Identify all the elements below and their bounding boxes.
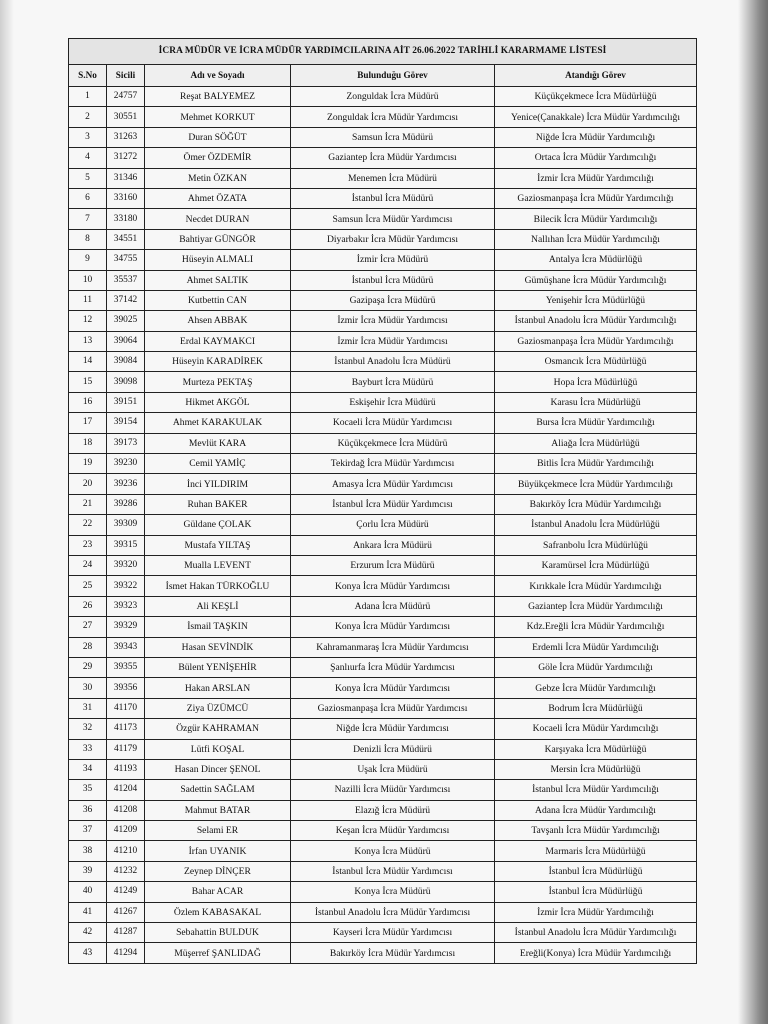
table-row (69, 800, 697, 820)
table-row (69, 474, 697, 494)
cell-current-post: Diyarbakır İcra Müdür Yardımcısı (291, 229, 495, 249)
cell-current-post: Kahramanmaraş İcra Müdür Yardımcısı (291, 637, 495, 657)
cell-name: Kutbettin CAN (145, 290, 291, 310)
table-row (69, 250, 697, 270)
header-sno: S.No (69, 65, 107, 87)
cell-assigned-post: Karşıyaka İcra Müdürlüğü (495, 739, 697, 759)
table-row (69, 596, 697, 616)
cell-sicil: 35537 (107, 270, 145, 290)
table-row (69, 902, 697, 922)
cell-assigned-post: Küçükçekmece İcra Müdürlüğü (495, 87, 697, 107)
cell-sicil: 39320 (107, 555, 145, 575)
cell-name: İsmet Hakan TÜRKOĞLU (145, 576, 291, 596)
cell-current-post: İzmir İcra Müdür Yardımcısı (291, 331, 495, 351)
cell-assigned-post: Bitlis İcra Müdür Yardımcılığı (495, 454, 697, 474)
cell-name: Güldane ÇOLAK (145, 515, 291, 535)
cell-sno: 1 (69, 87, 107, 107)
cell-current-post: İstanbul Anadolu İcra Müdür Yardımcısı (291, 902, 495, 922)
cell-current-post: Adana İcra Müdürü (291, 596, 495, 616)
cell-sno: 28 (69, 637, 107, 657)
table-row (69, 168, 697, 188)
cell-sicil: 39230 (107, 454, 145, 474)
cell-sicil: 41294 (107, 943, 145, 963)
cell-current-post: Nazilli İcra Müdür Yardımcısı (291, 780, 495, 800)
cell-assigned-post: Gaziosmanpaşa İcra Müdür Yardımcılığı (495, 188, 697, 208)
cell-sicil: 41249 (107, 882, 145, 902)
cell-name: Ahmet SALTIK (145, 270, 291, 290)
cell-current-post: Uşak İcra Müdürü (291, 759, 495, 779)
table-row (69, 454, 697, 474)
cell-sno: 2 (69, 107, 107, 127)
table-row (69, 555, 697, 575)
table-row (69, 657, 697, 677)
cell-sno: 36 (69, 800, 107, 820)
cell-current-post: Konya İcra Müdürü (291, 841, 495, 861)
cell-assigned-post: İstanbul Anadolu İcra Müdür Yardımcılığı (495, 311, 697, 331)
cell-name: Ahmet KARAKULAK (145, 413, 291, 433)
cell-sno: 7 (69, 209, 107, 229)
cell-current-post: Kayseri İcra Müdür Yardımcısı (291, 923, 495, 943)
table-row (69, 719, 697, 739)
cell-sicil: 41204 (107, 780, 145, 800)
table-row (69, 229, 697, 249)
cell-name: Ömer ÖZDEMİR (145, 148, 291, 168)
cell-name: Mahmut BATAR (145, 800, 291, 820)
cell-name: Necdet DURAN (145, 209, 291, 229)
cell-sicil: 31263 (107, 127, 145, 147)
cell-sicil: 24757 (107, 87, 145, 107)
cell-current-post: Elazığ İcra Müdürü (291, 800, 495, 820)
cell-sicil: 39343 (107, 637, 145, 657)
cell-name: Metin ÖZKAN (145, 168, 291, 188)
cell-sno: 8 (69, 229, 107, 249)
cell-current-post: Gazipaşa İcra Müdürü (291, 290, 495, 310)
cell-current-post: Çorlu İcra Müdürü (291, 515, 495, 535)
cell-current-post: Kocaeli İcra Müdür Yardımcısı (291, 413, 495, 433)
cell-name: Ali KEŞLİ (145, 596, 291, 616)
table-row (69, 617, 697, 637)
cell-sno: 31 (69, 698, 107, 718)
cell-assigned-post: Ereğli(Konya) İcra Müdür Yardımcılığı (495, 943, 697, 963)
cell-sno: 6 (69, 188, 107, 208)
cell-sno: 30 (69, 678, 107, 698)
cell-sno: 42 (69, 923, 107, 943)
page-right-shadow (738, 0, 768, 1024)
cell-current-post: Zonguldak İcra Müdürü (291, 87, 495, 107)
cell-sno: 27 (69, 617, 107, 637)
cell-sno: 33 (69, 739, 107, 759)
cell-sicil: 39356 (107, 678, 145, 698)
cell-assigned-post: Aliağa İcra Müdürlüğü (495, 433, 697, 453)
header-row (69, 65, 697, 87)
cell-name: Sadettin SAĞLAM (145, 780, 291, 800)
cell-sno: 22 (69, 515, 107, 535)
cell-assigned-post: Karamürsel İcra Müdürlüğü (495, 555, 697, 575)
table-row (69, 923, 697, 943)
cell-sicil: 31272 (107, 148, 145, 168)
table-title: İCRA MÜDÜR VE İCRA MÜDÜR YARDIMCILARINA AİT 26.06.2022 TARİHLİ KARARMAME LİSTESİ (69, 39, 697, 65)
cell-sno: 41 (69, 902, 107, 922)
cell-name: Özgür KAHRAMAN (145, 719, 291, 739)
cell-name: Mevlüt KARA (145, 433, 291, 453)
cell-name: İrfan UYANIK (145, 841, 291, 861)
cell-current-post: Ankara İcra Müdürü (291, 535, 495, 555)
page-left-shadow (0, 0, 14, 1024)
cell-sicil: 41173 (107, 719, 145, 739)
table-row (69, 188, 697, 208)
cell-sicil: 33160 (107, 188, 145, 208)
cell-sno: 12 (69, 311, 107, 331)
cell-name: Bahtiyar GÜNGÖR (145, 229, 291, 249)
cell-sno: 38 (69, 841, 107, 861)
cell-sicil: 39173 (107, 433, 145, 453)
table-row (69, 433, 697, 453)
cell-name: Lütfi KOŞAL (145, 739, 291, 759)
cell-sno: 34 (69, 759, 107, 779)
cell-assigned-post: Ortaca İcra Müdür Yardımcılığı (495, 148, 697, 168)
header-assigned-post: Atandığı Görev (495, 65, 697, 87)
cell-sno: 43 (69, 943, 107, 963)
cell-name: Ruhan BAKER (145, 494, 291, 514)
cell-name: Bülent YENİŞEHİR (145, 657, 291, 677)
table-row (69, 739, 697, 759)
cell-current-post: Konya İcra Müdürü (291, 882, 495, 902)
cell-sicil: 39286 (107, 494, 145, 514)
cell-sicil: 34755 (107, 250, 145, 270)
cell-sicil: 41287 (107, 923, 145, 943)
header-sicil: Sicili (107, 65, 145, 87)
cell-current-post: Gaziosmanpaşa İcra Müdür Yardımcısı (291, 698, 495, 718)
cell-assigned-post: İstanbul İcra Müdürlüğü (495, 882, 697, 902)
cell-assigned-post: Safranbolu İcra Müdürlüğü (495, 535, 697, 555)
cell-current-post: Gaziantep İcra Müdür Yardımcısı (291, 148, 495, 168)
cell-assigned-post: Osmancık İcra Müdürlüğü (495, 352, 697, 372)
cell-current-post: İstanbul İcra Müdürü (291, 188, 495, 208)
table-row (69, 209, 697, 229)
table-row (69, 576, 697, 596)
table-row (69, 515, 697, 535)
cell-sicil: 34551 (107, 229, 145, 249)
cell-sicil: 39329 (107, 617, 145, 637)
cell-assigned-post: Erdemli İcra Müdür Yardımcılığı (495, 637, 697, 657)
cell-assigned-post: İstanbul Anadolu İcra Müdür Yardımcılığı (495, 923, 697, 943)
cell-sicil: 41208 (107, 800, 145, 820)
cell-assigned-post: Hopa İcra Müdürlüğü (495, 372, 697, 392)
cell-sicil: 39025 (107, 311, 145, 331)
cell-sno: 17 (69, 413, 107, 433)
cell-assigned-post: İzmir İcra Müdür Yardımcılığı (495, 168, 697, 188)
cell-current-post: Niğde İcra Müdür Yardımcısı (291, 719, 495, 739)
cell-assigned-post: Antalya İcra Müdürlüğü (495, 250, 697, 270)
cell-assigned-post: İstanbul İcra Müdür Yardımcılığı (495, 780, 697, 800)
cell-name: Sebahattin BULDUK (145, 923, 291, 943)
cell-sno: 21 (69, 494, 107, 514)
cell-name: Mualla LEVENT (145, 555, 291, 575)
table-row (69, 392, 697, 412)
cell-assigned-post: Kırıkkale İcra Müdür Yardımcılığı (495, 576, 697, 596)
cell-name: Mustafa YILTAŞ (145, 535, 291, 555)
cell-sicil: 37142 (107, 290, 145, 310)
cell-current-post: Denizli İcra Müdürü (291, 739, 495, 759)
cell-name: Mehmet KORKUT (145, 107, 291, 127)
cell-assigned-post: Gümüşhane İcra Müdür Yardımcılığı (495, 270, 697, 290)
cell-current-post: İstanbul İcra Müdür Yardımcısı (291, 861, 495, 881)
cell-sicil: 31346 (107, 168, 145, 188)
header-current-post: Bulunduğu Görev (291, 65, 495, 87)
cell-sicil: 39322 (107, 576, 145, 596)
table-row (69, 780, 697, 800)
cell-sicil: 41170 (107, 698, 145, 718)
cell-name: Ziya ÜZÜMCÜ (145, 698, 291, 718)
cell-name: Hasan SEVİNDİK (145, 637, 291, 657)
table-row (69, 331, 697, 351)
cell-current-post: Menemen İcra Müdürü (291, 168, 495, 188)
cell-current-post: Konya İcra Müdür Yardımcısı (291, 678, 495, 698)
cell-name: Murteza PEKTAŞ (145, 372, 291, 392)
cell-sicil: 39154 (107, 413, 145, 433)
table-row (69, 270, 697, 290)
cell-sno: 5 (69, 168, 107, 188)
cell-assigned-post: Adana İcra Müdür Yardımcılığı (495, 800, 697, 820)
table-row (69, 861, 697, 881)
table-row (69, 943, 697, 963)
cell-assigned-post: Bursa İcra Müdür Yardımcılığı (495, 413, 697, 433)
cell-assigned-post: Gaziantep İcra Müdür Yardımcılığı (495, 596, 697, 616)
cell-assigned-post: İstanbul Anadolu İcra Müdürlüğü (495, 515, 697, 535)
table-row (69, 352, 697, 372)
cell-current-post: İstanbul İcra Müdürü (291, 270, 495, 290)
table-row (69, 821, 697, 841)
cell-assigned-post: Göle İcra Müdür Yardımcılığı (495, 657, 697, 677)
cell-name: Reşat BALYEMEZ (145, 87, 291, 107)
table-row (69, 841, 697, 861)
cell-current-post: Zonguldak İcra Müdür Yardımcısı (291, 107, 495, 127)
cell-assigned-post: Yenice(Çanakkale) İcra Müdür Yardımcılığı (495, 107, 697, 127)
cell-current-post: Erzurum İcra Müdürü (291, 555, 495, 575)
cell-sicil: 41232 (107, 861, 145, 881)
table-row (69, 494, 697, 514)
cell-name: Özlem KABASAKAL (145, 902, 291, 922)
cell-name: Hikmet AKGÖL (145, 392, 291, 412)
cell-sno: 13 (69, 331, 107, 351)
cell-name: Cemil YAMİÇ (145, 454, 291, 474)
cell-assigned-post: Marmaris İcra Müdürlüğü (495, 841, 697, 861)
table-row (69, 290, 697, 310)
cell-sno: 3 (69, 127, 107, 147)
cell-assigned-post: Yenişehir İcra Müdürlüğü (495, 290, 697, 310)
cell-sno: 32 (69, 719, 107, 739)
cell-sicil: 39323 (107, 596, 145, 616)
cell-name: Ahmet ÖZATA (145, 188, 291, 208)
cell-current-post: Küçükçekmece İcra Müdürü (291, 433, 495, 453)
cell-sno: 18 (69, 433, 107, 453)
cell-name: Hüseyin KARADİREK (145, 352, 291, 372)
cell-sicil: 41209 (107, 821, 145, 841)
cell-current-post: Eskişehir İcra Müdürü (291, 392, 495, 412)
cell-sno: 15 (69, 372, 107, 392)
cell-sicil: 41179 (107, 739, 145, 759)
cell-name: Ahsen ABBAK (145, 311, 291, 331)
cell-assigned-post: Bilecik İcra Müdür Yardımcılığı (495, 209, 697, 229)
cell-current-post: Bakırköy İcra Müdür Yardımcısı (291, 943, 495, 963)
cell-name: Erdal KAYMAKCI (145, 331, 291, 351)
cell-name: Bahar ACAR (145, 882, 291, 902)
cell-sno: 39 (69, 861, 107, 881)
cell-assigned-post: Kdz.Ereğli İcra Müdür Yardımcılığı (495, 617, 697, 637)
cell-assigned-post: İzmir İcra Müdür Yardımcılığı (495, 902, 697, 922)
cell-current-post: Samsun İcra Müdürü (291, 127, 495, 147)
cell-sno: 24 (69, 555, 107, 575)
header-name: Adı ve Soyadı (145, 65, 291, 87)
cell-assigned-post: Bodrum İcra Müdürlüğü (495, 698, 697, 718)
cell-assigned-post: Niğde İcra Müdür Yardımcılığı (495, 127, 697, 147)
cell-name: İnci YILDIRIM (145, 474, 291, 494)
cell-sicil: 41210 (107, 841, 145, 861)
cell-sno: 4 (69, 148, 107, 168)
cell-assigned-post: Nallıhan İcra Müdür Yardımcılığı (495, 229, 697, 249)
cell-current-post: İstanbul Anadolu İcra Müdürü (291, 352, 495, 372)
cell-current-post: Konya İcra Müdür Yardımcısı (291, 576, 495, 596)
cell-assigned-post: Gebze İcra Müdür Yardımcılığı (495, 678, 697, 698)
table-row (69, 535, 697, 555)
cell-current-post: Amasya İcra Müdür Yardımcısı (291, 474, 495, 494)
cell-sno: 37 (69, 821, 107, 841)
cell-name: Selami ER (145, 821, 291, 841)
cell-name: Müşerref ŞANLIDAĞ (145, 943, 291, 963)
table-row (69, 311, 697, 331)
cell-sno: 16 (69, 392, 107, 412)
cell-sicil: 39236 (107, 474, 145, 494)
cell-name: Zeynep DİNÇER (145, 861, 291, 881)
cell-name: Hakan ARSLAN (145, 678, 291, 698)
cell-sno: 35 (69, 780, 107, 800)
cell-sno: 40 (69, 882, 107, 902)
cell-sno: 19 (69, 454, 107, 474)
cell-sicil: 39064 (107, 331, 145, 351)
table-row (69, 413, 697, 433)
cell-current-post: Samsun İcra Müdür Yardımcısı (291, 209, 495, 229)
cell-assigned-post: Bakırköy İcra Müdür Yardımcılığı (495, 494, 697, 514)
table-row (69, 107, 697, 127)
cell-sno: 14 (69, 352, 107, 372)
cell-sicil: 39098 (107, 372, 145, 392)
table-row (69, 372, 697, 392)
cell-sicil: 39355 (107, 657, 145, 677)
cell-sno: 9 (69, 250, 107, 270)
cell-assigned-post: Karasu İcra Müdürlüğü (495, 392, 697, 412)
cell-assigned-post: Gaziosmanpaşa İcra Müdür Yardımcılığı (495, 331, 697, 351)
cell-sicil: 33180 (107, 209, 145, 229)
cell-name: İsmail TAŞKIN (145, 617, 291, 637)
table-row (69, 637, 697, 657)
cell-current-post: İstanbul İcra Müdür Yardımcısı (291, 494, 495, 514)
table-row (69, 882, 697, 902)
cell-sicil: 39151 (107, 392, 145, 412)
table-body (69, 87, 697, 964)
cell-current-post: Keşan İcra Müdür Yardımcısı (291, 821, 495, 841)
table-row (69, 148, 697, 168)
cell-sno: 26 (69, 596, 107, 616)
cell-current-post: Bayburt İcra Müdürü (291, 372, 495, 392)
cell-current-post: Şanlıurfa İcra Müdür Yardımcısı (291, 657, 495, 677)
cell-assigned-post: Büyükçekmece İcra Müdür Yardımcılığı (495, 474, 697, 494)
cell-sicil: 30551 (107, 107, 145, 127)
cell-sno: 20 (69, 474, 107, 494)
cell-sicil: 39084 (107, 352, 145, 372)
table-row (69, 678, 697, 698)
table-row (69, 127, 697, 147)
cell-name: Hüseyin ALMALI (145, 250, 291, 270)
cell-current-post: İzmir İcra Müdürü (291, 250, 495, 270)
cell-name: Duran SÖĞÜT (145, 127, 291, 147)
cell-sicil: 39309 (107, 515, 145, 535)
cell-current-post: Konya İcra Müdür Yardımcısı (291, 617, 495, 637)
cell-current-post: İzmir İcra Müdür Yardımcısı (291, 311, 495, 331)
cell-assigned-post: İstanbul İcra Müdürlüğü (495, 861, 697, 881)
cell-sno: 23 (69, 535, 107, 555)
cell-sicil: 39315 (107, 535, 145, 555)
cell-assigned-post: Kocaeli İcra Müdür Yardımcılığı (495, 719, 697, 739)
cell-sicil: 41267 (107, 902, 145, 922)
cell-assigned-post: Mersin İcra Müdürlüğü (495, 759, 697, 779)
cell-sicil: 41193 (107, 759, 145, 779)
appointment-table (68, 38, 697, 964)
table-row (69, 87, 697, 107)
cell-current-post: Tekirdağ İcra Müdür Yardımcısı (291, 454, 495, 474)
cell-sno: 11 (69, 290, 107, 310)
cell-assigned-post: Tavşanlı İcra Müdür Yardımcılığı (495, 821, 697, 841)
cell-sno: 29 (69, 657, 107, 677)
table-row (69, 698, 697, 718)
cell-sno: 25 (69, 576, 107, 596)
cell-sno: 10 (69, 270, 107, 290)
table-row (69, 759, 697, 779)
cell-name: Hasan Dincer ŞENOL (145, 759, 291, 779)
